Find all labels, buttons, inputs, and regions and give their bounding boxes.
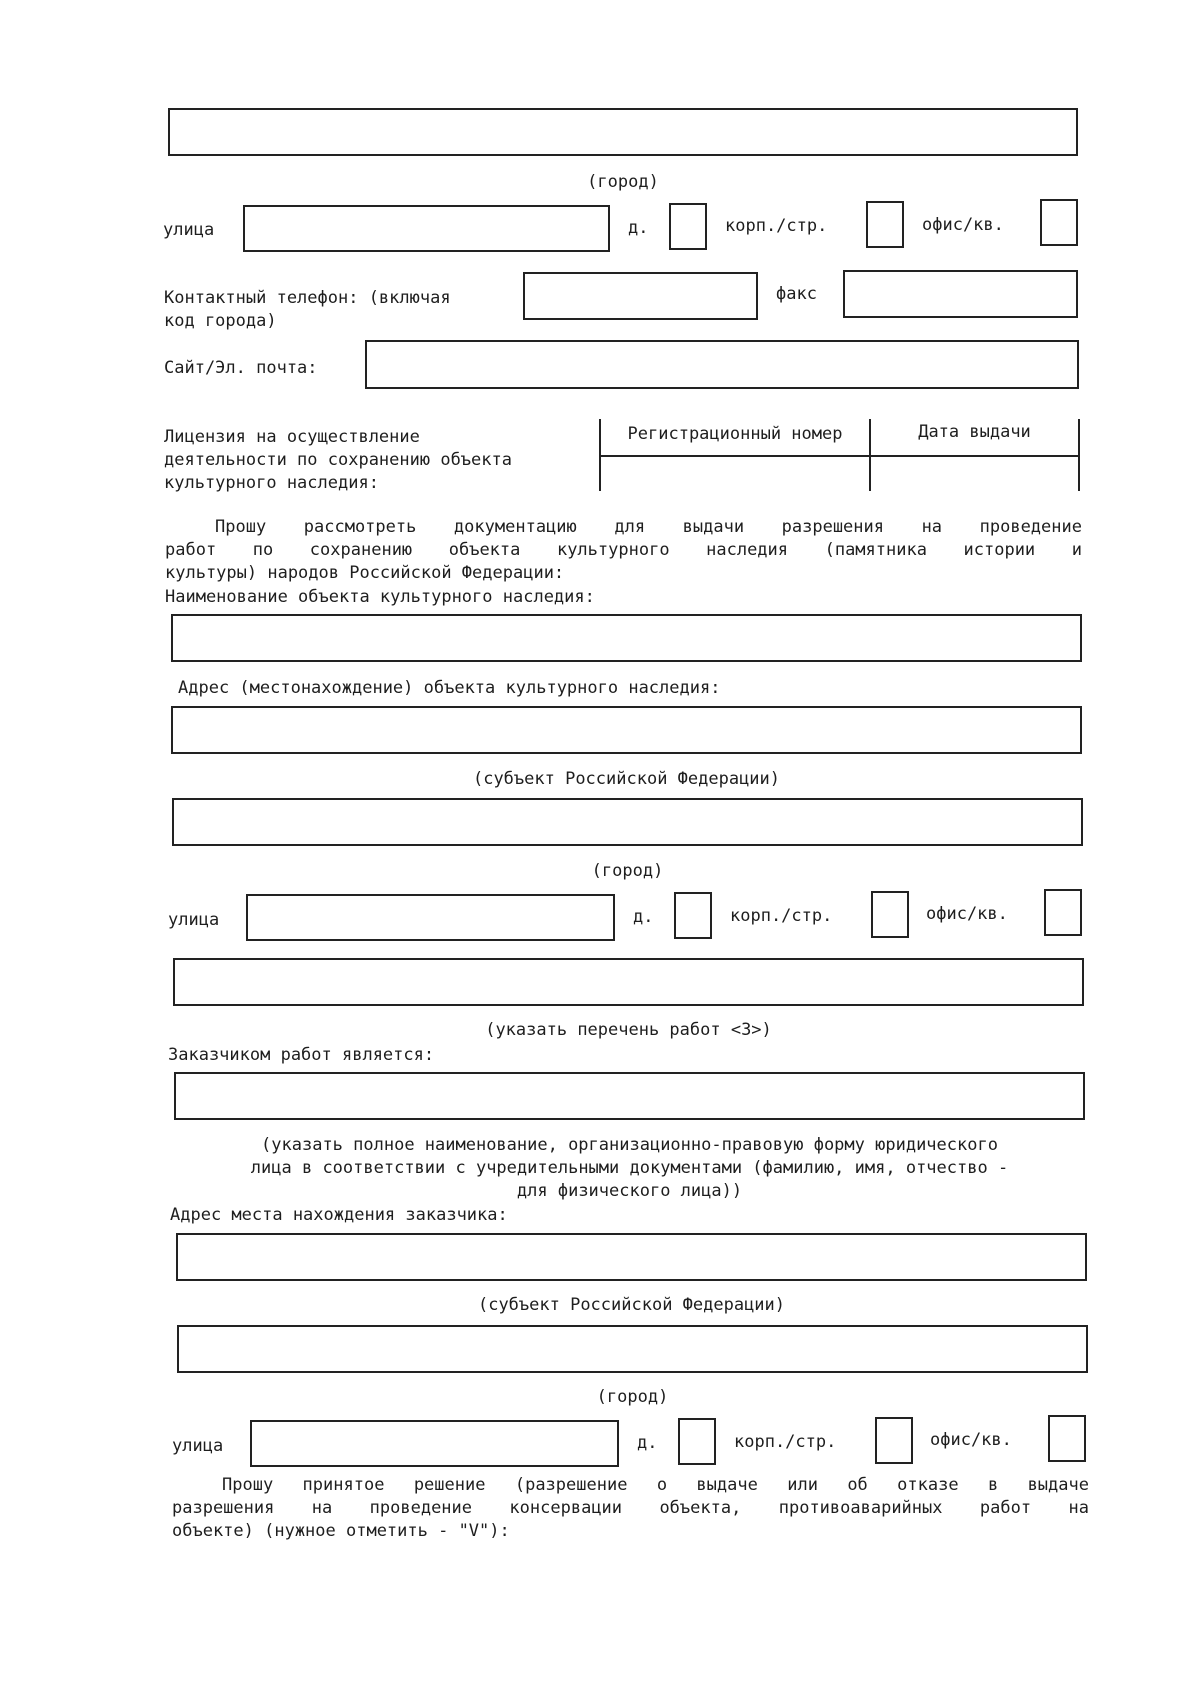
customer-city-caption: (город) bbox=[596, 1387, 669, 1407]
decision-line-2: разрешения на проведение консервации объекта, противоаварийных работ на bbox=[172, 1498, 1089, 1518]
phone-label-line2: код города) bbox=[164, 311, 277, 331]
works-list-caption: (указать перечень работ <3>) bbox=[485, 1020, 772, 1040]
object-city-field[interactable] bbox=[172, 798, 1083, 846]
customer-building-label: корп./стр. bbox=[734, 1432, 837, 1452]
applicant-house-field[interactable] bbox=[669, 203, 707, 250]
customer-caption-line2: лица в соответствии с учредительными документами (фамилию, имя, отчество - bbox=[250, 1158, 1009, 1178]
customer-building-field[interactable] bbox=[875, 1417, 913, 1464]
license-label-line2: деятельности по сохранению объекта bbox=[164, 450, 512, 470]
applicant-office-label: офис/кв. bbox=[922, 215, 1004, 235]
applicant-building-field[interactable] bbox=[866, 201, 904, 248]
license-col-reg-number: Регистрационный номер bbox=[627, 424, 843, 444]
applicant-city-caption: (город) bbox=[587, 172, 659, 192]
applicant-house-label: д. bbox=[628, 218, 649, 238]
customer-office-label: офис/кв. bbox=[930, 1430, 1012, 1450]
object-address-label: Адрес (местонахождение) объекта культурного наследия: bbox=[178, 678, 721, 698]
object-name-field[interactable] bbox=[171, 614, 1082, 662]
request-line-3: культуры) народов Российской Федерации: bbox=[165, 563, 565, 583]
applicant-city-field[interactable] bbox=[168, 108, 1078, 156]
customer-caption-line3: для физического лица)) bbox=[516, 1181, 743, 1201]
applicant-office-field[interactable] bbox=[1040, 199, 1078, 246]
object-street-field[interactable] bbox=[246, 894, 615, 941]
website-email-field[interactable] bbox=[365, 340, 1079, 389]
fax-field[interactable] bbox=[843, 270, 1078, 318]
object-city-caption: (город) bbox=[591, 861, 664, 881]
applicant-building-label: корп./стр. bbox=[725, 216, 828, 236]
customer-house-field[interactable] bbox=[678, 1418, 716, 1465]
customer-address-label: Адрес места нахождения заказчика: bbox=[170, 1205, 508, 1225]
fax-label: факс bbox=[776, 284, 817, 304]
request-line-1: Прошу рассмотреть документацию для выдачи разрешения на проведение bbox=[215, 517, 1082, 537]
works-list-field[interactable] bbox=[173, 958, 1084, 1006]
phone-label-line1: Контактный телефон: (включая bbox=[164, 288, 451, 308]
license-reg-number-cell[interactable] bbox=[601, 457, 869, 491]
customer-caption-line1: (указать полное наименование, организационно-правовую форму юридического bbox=[261, 1135, 998, 1155]
request-paragraph bbox=[165, 516, 1082, 585]
object-house-field[interactable] bbox=[674, 892, 712, 939]
object-name-label: Наименование объекта культурного наследия: bbox=[165, 587, 595, 607]
customer-city-field[interactable] bbox=[177, 1325, 1088, 1373]
object-building-label: корп./стр. bbox=[730, 906, 833, 926]
customer-subject-field[interactable] bbox=[176, 1233, 1087, 1281]
license-col-issue-date: Дата выдачи bbox=[918, 422, 1031, 442]
request-line-2: работ по сохранению объекта культурного наследия (памятника истории и bbox=[165, 540, 1082, 560]
object-office-label: офис/кв. bbox=[926, 904, 1008, 924]
customer-name-field[interactable] bbox=[174, 1072, 1085, 1120]
customer-office-field[interactable] bbox=[1048, 1415, 1086, 1462]
phone-field[interactable] bbox=[523, 272, 758, 320]
website-email-label: Сайт/Эл. почта: bbox=[164, 358, 318, 378]
customer-label: Заказчиком работ является: bbox=[168, 1045, 435, 1065]
object-house-label: д. bbox=[633, 907, 654, 927]
customer-street-field[interactable] bbox=[250, 1420, 619, 1467]
object-office-field[interactable] bbox=[1044, 889, 1082, 936]
object-building-field[interactable] bbox=[871, 891, 909, 938]
license-label-line3: культурного наследия: bbox=[164, 473, 379, 493]
decision-paragraph bbox=[172, 1474, 1089, 1543]
license-issue-date-cell[interactable] bbox=[871, 457, 1078, 491]
applicant-street-field[interactable] bbox=[243, 205, 610, 252]
object-street-label: улица bbox=[168, 910, 220, 930]
decision-line-3: объекте) (нужное отметить - "V"): bbox=[172, 1521, 510, 1541]
applicant-street-label: улица bbox=[163, 220, 215, 240]
object-subject-field[interactable] bbox=[171, 706, 1082, 754]
object-subject-caption: (субъект Российской Федерации) bbox=[472, 769, 781, 789]
license-label-line1: Лицензия на осуществление bbox=[164, 427, 420, 447]
decision-line-1: Прошу принятое решение (разрешение о выдаче или об отказе в выдаче bbox=[222, 1475, 1089, 1495]
customer-house-label: д. bbox=[637, 1433, 658, 1453]
customer-street-label: улица bbox=[172, 1436, 224, 1456]
customer-subject-caption: (субъект Российской Федерации) bbox=[477, 1295, 786, 1315]
